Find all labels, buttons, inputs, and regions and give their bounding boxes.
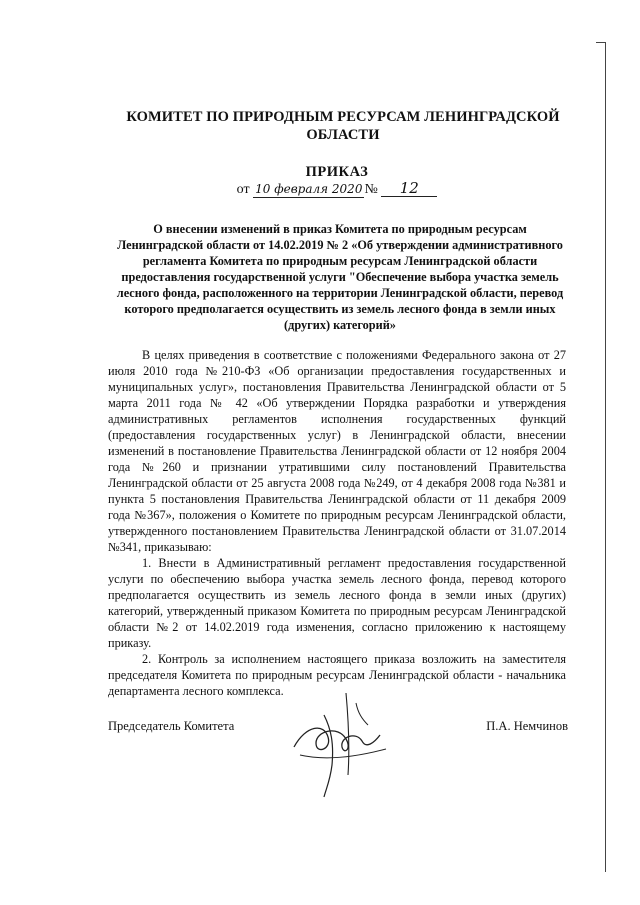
order-title: ПРИКАЗ bbox=[305, 164, 369, 180]
scan-edge-tick bbox=[596, 42, 606, 43]
order-number-handwritten: 12 bbox=[381, 181, 437, 197]
order-preamble: В целях приведения в соответствие с положениями Федерального закона от 27 июля 2010 года №210-ФЗ «Об организации предоставления государственных и муниципальных услуг», постановления Правительства Ленинградской области от 5 марта 2011 года № 42 «Об утверждении Порядка разработки и утверждения административных регламентов исполнения государственных функций (предоставления государственных услуг) в Ленинградской области, внесении изменений в постановление Правительства Ленинградской области от 12 ноября 2004 года №260 и признании утратившими силу постановлений Правительства Ленинградской области от 25 августа 2008 года №249, от 4 декабря 2008 года №381 и пункта 5 постановления Правительства Ленинградской области от 11 декабря 2009 года №367», положения о Комитете по природным ресурсам Ленинградской области, утвержденного постановлением Правительства Ленинградской области от 31.07.2014 №341, приказываю: bbox=[108, 348, 566, 554]
signatory-name: П.А. Немчинов bbox=[486, 719, 568, 733]
scan-edge-line bbox=[605, 42, 606, 872]
order-date-handwritten: 10 февраля 2020 bbox=[255, 182, 363, 196]
order-subject: О внесении изменений в приказ Комитета по природным ресурсам Ленинградской области от 14.02.2019 № 2 «Об утверждении административного регламента Комитета по природным ресурсам Ленинградской области предоставления государственной услуги "Обеспечение выбора участка земель лесного фонда, расположенного на территории Ленинградской области, перевод которого предполагается осуществить из земель лесного фонда в земли иных (других) категорий» bbox=[116, 222, 564, 332]
committee-line-1: КОМИТЕТ ПО ПРИРОДНЫМ РЕСУРСАМ ЛЕНИНГРАДСКОЙ bbox=[126, 109, 560, 125]
order-date-number-line bbox=[108, 181, 566, 201]
order-number-sign: № bbox=[364, 182, 378, 197]
signature-block bbox=[108, 719, 566, 779]
signatory-position: Председатель Комитета bbox=[108, 719, 235, 733]
committee-line-2: ОБЛАСТИ bbox=[306, 127, 380, 143]
document-page bbox=[108, 108, 566, 779]
committee-header bbox=[120, 108, 566, 144]
order-item-1: 1. Внести в Административный регламент предоставления государственной услуги по обеспечению выбора участка земель лесного фонда, перевод которого предполагается осуществить из земель лесного фонда в земли иных (других) категорий, утвержденный приказом Комитета по природным ресурсам Ленинградской области №2 от 14.02.2019 года изменения, согласно приложению к настоящему приказу. bbox=[108, 556, 566, 650]
handwritten-signature bbox=[286, 685, 396, 805]
order-item-2: 2. Контроль за исполнением настоящего приказа возложить на заместителя председателя Комитета по природным ресурсам Ленинградской области - начальника департамента лесного комплекса. bbox=[108, 652, 566, 698]
order-date-prefix: от bbox=[236, 182, 250, 197]
order-body bbox=[108, 347, 566, 699]
